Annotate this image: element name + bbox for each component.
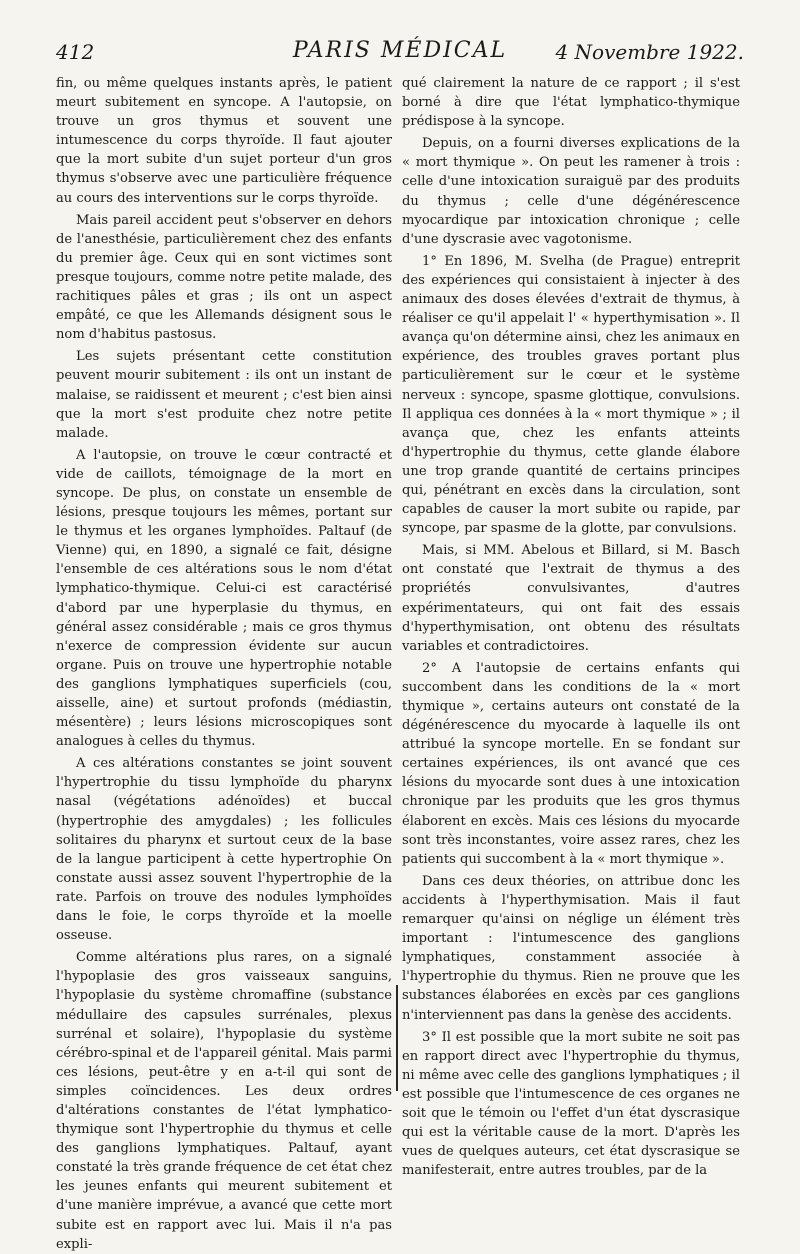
left-column	[56, 74, 392, 1254]
paragraph: 3° Il est possible que la mort subite ne soit pas en rapport direct avec l'hypertrophie du thymus, ni même avec celle des ganglions lymphatiques ; il est possible que l'intumescence de ces organes ne soit que le témoin ou l'effet d'un état dyscrasique qui est la véritable cause de la mort. D'après les vues de quelques auteurs, cet état dyscrasique se manifesterait, entre autres troubles, par de la	[402, 1029, 740, 1179]
paragraph: fin, ou même quelques instants après, le patient meurt subitement en syncope. A l'autopsie, on trouve un gros thymus et souvent une intumescence du corps thyroïde. Il faut ajouter que la mort subite d'un sujet porteur d'un gros thymus s'observe avec une particulière fréquence au cours des interventions sur le corps thyroïde.	[56, 76, 392, 206]
journal-title: PARIS MÉDICAL	[292, 38, 508, 63]
paragraph: Les sujets présentant cette constitution peuvent mourir subitement : ils ont un instant de malaise, se raidissent et meurent ; c'est bien ainsi que la mort s'est produite chez notre petite malade.	[56, 349, 392, 441]
page-number: 412	[56, 40, 95, 64]
paragraph: 1° En 1896, M. Svelha (de Prague) entreprit des expériences qui consistaient à injecter à des animaux des doses élevées d'extrait de thymus, à réaliser ce qu'il appelait l' « hyperthymisation ». Il avança qu'on détermine ainsi, chez les animaux en expérience, des troubles graves portant plus particulièrement sur le cœur et le système nerveux : syncope, spasme glottique, convulsions. Il appliqua ces données à la « mort thymique » ; il avança que, chez les enfants atteints d'hypertrophie du thymus, cette glande élabore une trop grande quantité de certains principes qui, pénétrant en excès dans la circulation, sont capables de causer la mort subite ou rapide, par syncope, par spasme de la glotte, par convulsions.	[402, 253, 740, 537]
paragraph: Mais, si MM. Abelous et Billard, si M. Basch ont constaté que l'extrait de thymus a des propriétés convulsivantes, d'autres expérimentateurs, qui ont fait des essais d'hyperthymisation, ont obtenu des résultats variables et contradictoires.	[402, 543, 740, 654]
issue-date: 4 Novembre 1922.	[555, 40, 744, 64]
right-column	[402, 74, 740, 1180]
paragraph: Depuis, on a fourni diverses explications de la « mort thymique ». On peut les ramener à trois : celle d'une intoxication suraiguë par des produits du thymus ; celle d'une dégénérescence myocardique par intoxication chronique ; celle d'une dyscrasie avec vagotonisme.	[402, 136, 740, 247]
page-header	[56, 38, 744, 70]
paragraph: Mais pareil accident peut s'observer en dehors de l'anesthésie, particulièrement chez des enfants du premier âge. Ceux qui en sont victimes sont presque toujours, comme notre petite malade, des rachitiques pâles et gras ; ils ont un aspect empâté, ce que les Allemands désignent sous le nom d'habitus pastosus.	[56, 212, 392, 343]
paragraph: 2° A l'autopsie de certains enfants qui succombent dans les conditions de la « mort thymique », certains auteurs ont constaté de la dégénérescence du myocarde à laquelle ils ont attribué la syncope mortelle. En se fondant sur certaines expériences, ils ont avancé que ces lésions du myocarde sont dues à une intoxication chronique par les produits que les gros thymus élaborent en excès. Mais ces lésions du myocarde sont très inconstantes, voire assez rares, chez les patients qui succombent à la « mort thymique ».	[402, 660, 740, 867]
paragraph: qué clairement la nature de ce rapport ; il s'est borné à dire que l'état lymphatico-thymique prédispose à la syncope.	[402, 76, 740, 130]
paragraph: A l'autopsie, on trouve le cœur contracté et vide de caillots, témoignage de la mort en syncope. De plus, on constate un ensemble de lésions, presque toujours les mêmes, portant sur le thymus et les organes lymphoïdes. Paltauf (de Vienne) qui, en 1890, a signalé ce fait, désigne l'ensemble de ces altérations sous le nom d'état lymphatico-thymique. Celui-ci est caractérisé d'abord par une hyperplasie du thymus, en général assez considérable ; mais ce gros thymus n'exerce de compression évidente sur aucun organe. Puis on trouve une hypertrophie notable des ganglions lymphatiques superficiels (cou, aisselle, aine) et surtout profonds (médiastin, mésentère) ; leurs lésions microscopiques sont analogues à celles du thymus.	[56, 447, 392, 750]
margin-annotation-mark	[396, 985, 404, 1091]
paragraph: Comme altérations plus rares, on a signalé l'hypoplasie des gros vaisseaux sanguins, l'hypoplasie du système chromaffine (substance médullaire des capsules surrénales, plexus surrénal et solaire), l'hypoplasie du système cérébro-spinal et de l'appareil génital. Mais parmi ces lésions, peut-être y en a-t-il qui sont de simples coïncidences. Les deux ordres d'altérations constantes de l'état lymphatico-thymique sont l'hypertrophie du thymus et celle des ganglions lymphatiques. Paltauf, ayant constaté la très grande fréquence de cet état chez les jeunes enfants qui meurent subitement et d'une manière imprévue, a avancé que cette mort subite est en rapport avec lui. Mais il n'a pas expli-	[56, 950, 392, 1252]
paragraph: A ces altérations constantes se joint souvent l'hypertrophie du tissu lymphoïde du pharynx nasal (végétations adénoïdes) et buccal (hypertrophie des amygdales) ; les follicules solitaires du pharynx et surtout ceux de la base de la langue participent à cette hypertrophie On constate aussi assez souvent l'hypertrophie de la rate. Parfois on trouve des nodules lymphoïdes dans le foie, le corps thyroïde et la moelle osseuse.	[56, 756, 392, 944]
paragraph: Dans ces deux théories, on attribue donc les accidents à l'hyperthymisation. Mais il faut remarquer qu'ainsi on néglige un élément très important : l'intumescence des ganglions lymphatiques, constamment associée à l'hypertrophie du thymus. Rien ne prouve que les substances élaborées en excès par ces ganglions n'interviennent pas dans la genèse des accidents.	[402, 873, 740, 1023]
